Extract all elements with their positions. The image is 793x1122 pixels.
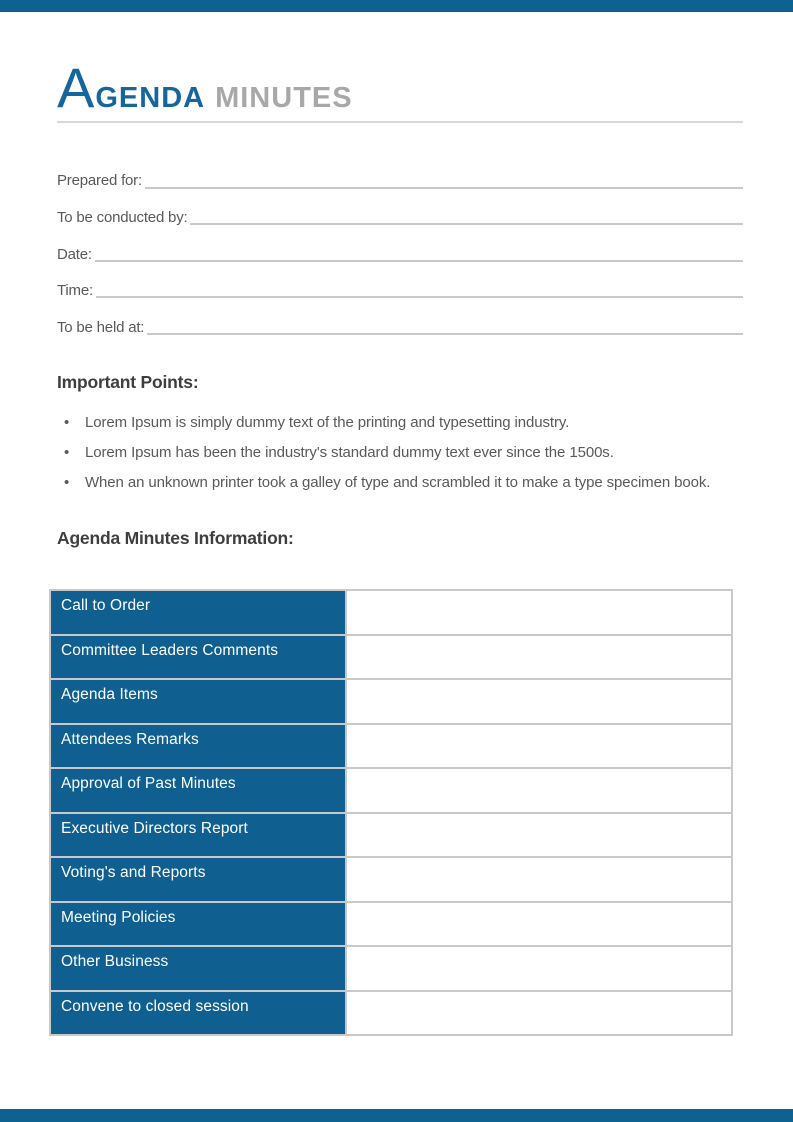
bullet-text: Lorem Ipsum is simply dummy text of the printing and typesetting industry. (85, 414, 570, 431)
bullet-icon: • (64, 444, 70, 461)
table-row (50, 946, 732, 991)
row-label-call-to-order: Call to Order (50, 590, 346, 635)
field-fill-line[interactable] (190, 211, 743, 225)
table-row (50, 724, 732, 769)
row-label-executive-directors-report: Executive Directors Report (50, 813, 346, 858)
bullet-icon: • (64, 474, 70, 491)
bullet-text: When an unknown printer took a galley of type and scrambled it to make a type specimen book. (85, 474, 711, 491)
row-value-cell[interactable] (346, 635, 732, 680)
row-value-cell[interactable] (346, 724, 732, 769)
row-label-votings-and-reports: Voting's and Reports (50, 857, 346, 902)
field-fill-line[interactable] (145, 175, 743, 189)
row-value-cell[interactable] (346, 946, 732, 991)
field-label: Time: (57, 282, 93, 300)
field-held-at (57, 299, 743, 336)
header-fields (57, 153, 743, 336)
title-initial: A (57, 56, 96, 119)
field-label: Prepared for: (57, 172, 142, 190)
title-divider (57, 121, 743, 123)
field-time (57, 263, 743, 300)
table-row (50, 902, 732, 947)
field-label: Date: (57, 245, 92, 263)
row-label-attendees-remarks: Attendees Remarks (50, 724, 346, 769)
bullet-text: Lorem Ipsum has been the industry's standard dummy text ever since the 1500s. (85, 444, 614, 461)
row-label-other-business: Other Business (50, 946, 346, 991)
table-row (50, 679, 732, 724)
field-label: To be conducted by: (57, 208, 188, 226)
table-row (50, 857, 732, 902)
field-fill-line[interactable] (147, 321, 743, 335)
bullet-icon: • (64, 414, 70, 431)
list-item (57, 438, 747, 468)
table-row (50, 813, 732, 858)
important-points-list (57, 408, 747, 498)
row-value-cell[interactable] (346, 902, 732, 947)
table-row (50, 768, 732, 813)
top-accent-bar (0, 0, 793, 12)
row-value-cell[interactable] (346, 590, 732, 635)
row-label-approval-of-past-minutes: Approval of Past Minutes (50, 768, 346, 813)
field-conducted-by (57, 190, 743, 227)
table-row (50, 991, 732, 1036)
row-label-convene-to-closed-session: Convene to closed session (50, 991, 346, 1036)
agenda-info-table (49, 589, 733, 1036)
field-date (57, 226, 743, 263)
field-fill-line[interactable] (95, 248, 743, 262)
row-label-committee-leaders-comments: Committee Leaders Comments (50, 635, 346, 680)
field-prepared-for (57, 153, 743, 190)
row-value-cell[interactable] (346, 679, 732, 724)
important-points-heading: Important Points: (57, 372, 199, 392)
title-main: GENDA (95, 82, 206, 114)
row-label-meeting-policies: Meeting Policies (50, 902, 346, 947)
row-value-cell[interactable] (346, 813, 732, 858)
field-label: To be held at: (57, 318, 145, 336)
row-value-cell[interactable] (346, 991, 732, 1036)
row-value-cell[interactable] (346, 857, 732, 902)
row-label-agenda-items: Agenda Items (50, 679, 346, 724)
table-row (50, 590, 732, 635)
field-fill-line[interactable] (96, 284, 743, 298)
table-row (50, 635, 732, 680)
list-item (57, 408, 747, 438)
list-item (57, 468, 747, 498)
title-secondary: MINUTES (215, 82, 353, 114)
page-title (57, 56, 353, 119)
bottom-accent-bar (0, 1109, 793, 1122)
row-value-cell[interactable] (346, 768, 732, 813)
agenda-info-heading: Agenda Minutes Information: (57, 528, 294, 548)
